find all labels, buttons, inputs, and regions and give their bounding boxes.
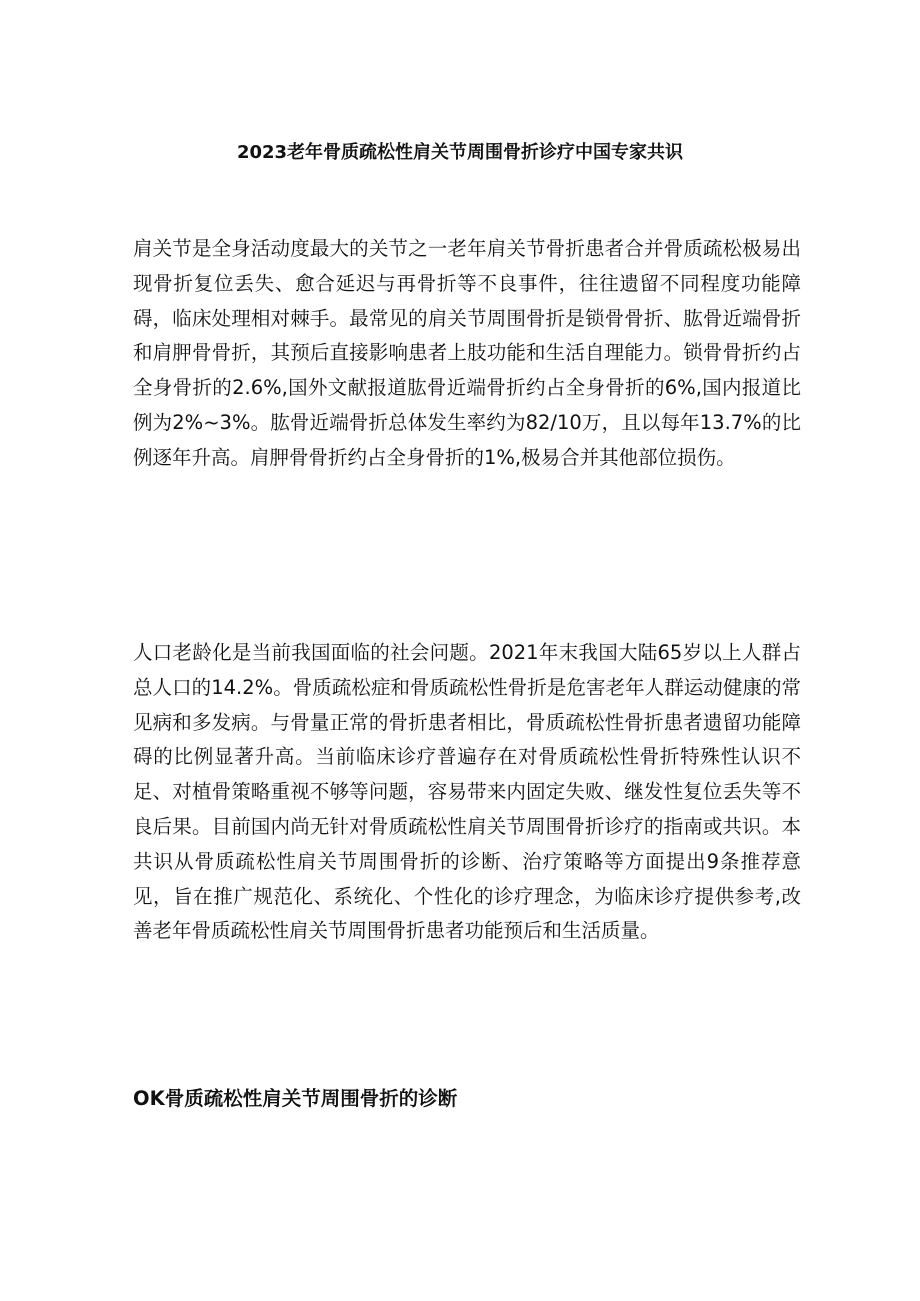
document-title: 2023老年骨质疏松性肩关节周围骨折诊疗中国专家共识 [236, 142, 684, 164]
paragraph-shoulder-fracture-overview: 肩关节是全身活动度最大的关节之一老年肩关节骨折患者合并骨质疏松极易出现骨折复位丢失、愈合延迟与再骨折等不良事件，往往遗留不同程度功能障碍，临床处理相对棘手。最常见的肩关节周围骨折是锁骨骨折、肱骨近端骨折和肩胛骨骨折，其预后直接影响患者上肢功能和生活自理能力。锁骨骨折约占全身骨折的2.6%,国外文献报道肱骨近端骨折约占全身骨折的6%,国内报道比例为2%~3%。肱骨近端骨折总体发生率约为82/10万，且以每年13.7%的比例逐年升高。肩胛骨骨折约占全身骨折的1%,极易合并其他部位损伤。 [133, 237, 801, 469]
section-heading-diagnosis: OK骨质疏松性肩关节周围骨折的诊断 [133, 1087, 458, 1110]
paragraph-aging-population: 人口老龄化是当前我国面临的社会问题。2021年末我国大陆65岁以上人群占总人口的14.2%。骨质疏松症和骨质疏松性骨折是危害老年人群运动健康的常见病和多发病。与骨量正常的骨折患者相比，骨质疏松性骨折患者遗留功能障碍的比例显著升高。当前临床诊疗普遍存在对骨质疏松性骨折特殊性认识不足、对植骨策略重视不够等问题，容易带来内固定失败、继发性复位丢失等不良后果。目前国内尚无针对骨质疏松性肩关节周围骨折诊疗的指南或共识。本共识从骨质疏松性肩关节周围骨折的诊断、治疗策略等方面提出9条推荐意见，旨在推广规范化、系统化、个性化的诊疗理念，为临床诊疗提供参考,改善老年骨质疏松性肩关节周围骨折患者功能预后和生活质量。 [133, 641, 801, 943]
